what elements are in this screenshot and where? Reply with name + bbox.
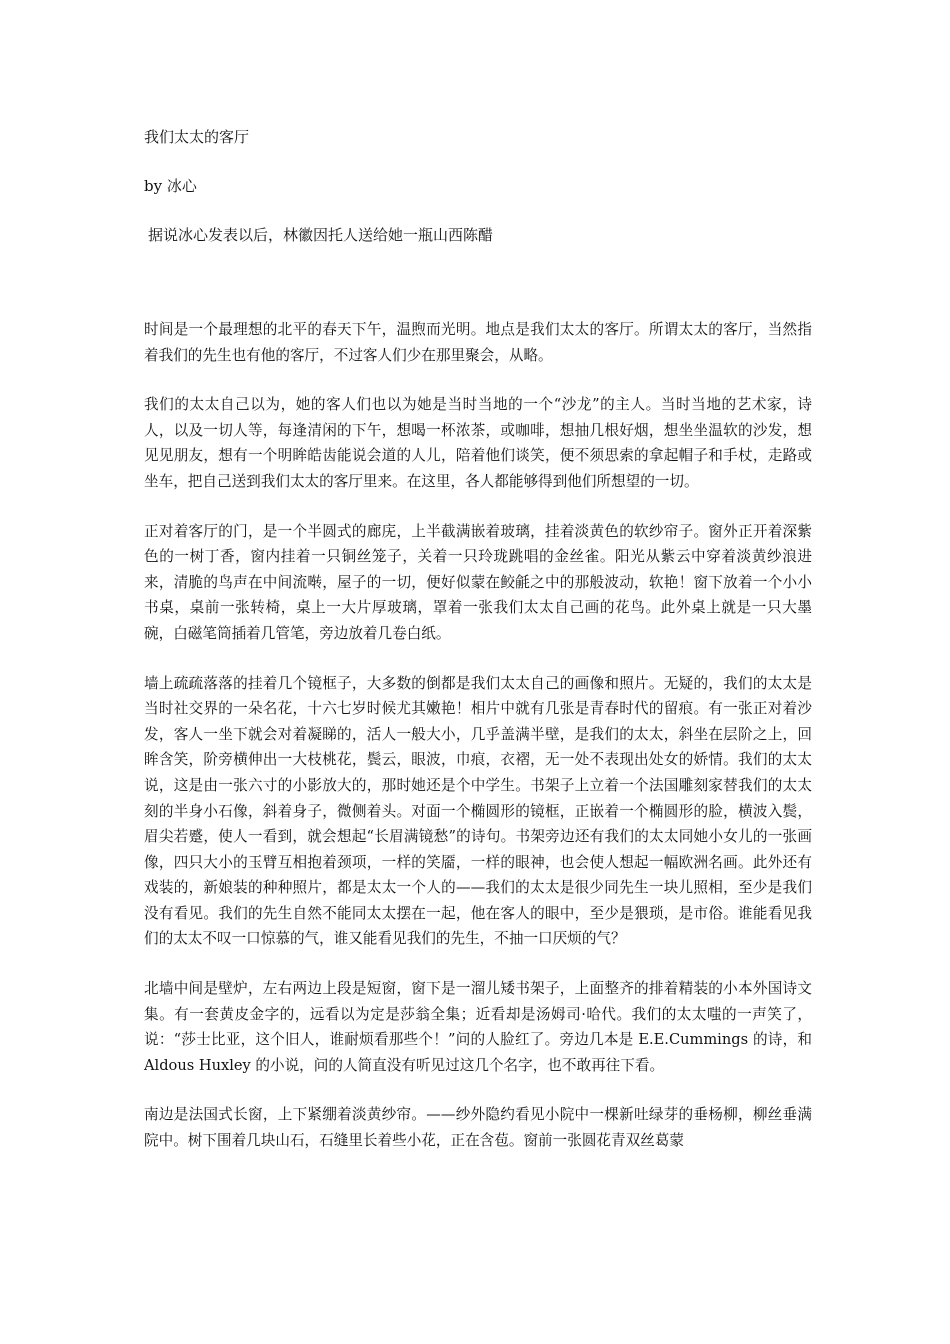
paragraph-2: 我们的太太自己以为，她的客人们也以为她是当时当地的一个“沙龙”的主人。当时当地的艺术家，诗人，以及一切人等，每逢清闲的下午，想喝一杯浓茶，或咖啡，想抽几根好烟，想坐坐温软的沙发，想见见朋友，想有一个明眸皓齿能说会道的人儿，陪着他们谈笑，便不须思索的拿起帽子和手杖，走路或坐车，把自己送到我们太太的客厅里来。在这里，各人都能够得到他们所想望的一切。	[144, 396, 812, 490]
author-byline: by 冰心	[144, 177, 197, 195]
paragraph-5: 北墙中间是壁炉，左右两边上段是短窗，窗下是一溜儿矮书架子，上面整齐的排着精装的小本外国诗文集。有一套黄皮金字的，远看以为定是莎翁全集；近看却是汤姆司·哈代。我们的太太嗤的一声笑了，说：“莎士比亚，这个旧人，谁耐烦看那些个！”问的人脸红了。旁边几本是 E.E.Cummings 的诗，和 Aldous Huxley 的小说，问的人简直没有听见过这几个名字，也不敢再往下看。	[144, 980, 812, 1074]
paragraph-4: 墙上疏疏落落的挂着几个镜框子，大多数的倒都是我们太太自己的画像和照片。无疑的，我们的太太是当时社交界的一朵名花，十六七岁时候尤其嫩艳！相片中就有几张是青春时代的留痕。有一张正对着沙发，客人一坐下就会对着凝睇的，活人一般大小，几乎盖满半壁，是我们的太太，斜坐在层阶之上，回眸含笑，阶旁横伸出一大枝桃花，鬓云，眼波，巾痕，衣褶，无一处不表现出处女的娇情。我们的太太说，这是由一张六寸的小影放大的，那时她还是个中学生。书架子上立着一个法国雕刻家替我们的太太刻的半身小石像，斜着身子，微侧着头。对面一个椭圆形的镜框，正嵌着一个椭圆形的脸，横波入鬓，眉尖若蹙，使人一看到，就会想起“长眉满镜愁”的诗句。书架旁边还有我们的太太同她小女儿的一张画像，四只大小的玉臂互相抱着颈项，一样的笑靥，一样的眼神，也会使人想起一幅欧洲名画。此外还有戏装的，新娘装的种种照片，都是太太一个人的——我们的太太是很少同先生一块儿照相，至少是我们没有看见。我们的先生自然不能同太太摆在一起，他在客人的眼中，至少是猥琐，是市俗。谁能看见我们的太太不叹一口惊慕的气，谁又能看见我们的先生，不抽一口厌烦的气？	[144, 674, 812, 948]
editor-note: 据说冰心发表以后，林徽因托人送给她一瓶山西陈醋	[148, 226, 494, 244]
paragraph-1: 时间是一个最理想的北平的春天下午，温煦而光明。地点是我们太太的客厅。所谓太太的客厅，当然指着我们的先生也有他的客厅，不过客人们少在那里聚会，从略。	[144, 321, 812, 364]
document-page	[144, 124, 812, 1178]
document-title: 我们太太的客厅	[144, 128, 250, 146]
body-text	[144, 317, 812, 1154]
paragraph-6: 南边是法国式长窗，上下紧绷着淡黄纱帘。——纱外隐约看见小院中一棵新吐绿芽的垂杨柳，柳丝垂满院中。树下围着几块山石，石缝里长着些小花，正在含苞。窗前一张圆花青双丝葛蒙	[144, 1106, 812, 1150]
paragraph-3: 正对着客厅的门，是一个半圆式的廊庑，上半截满嵌着玻璃，挂着淡黄色的软纱帘子。窗外正开着深紫色的一树丁香，窗内挂着一只铜丝笼子，关着一只玲珑跳唱的金丝雀。阳光从紫云中穿着淡黄纱浪进来，清脆的鸟声在中间流啭，屋子的一切，便好似蒙在鲛毹之中的那般波动，软艳！窗下放着一个小小书桌，桌前一张转椅，桌上一大片厚玻璃，罩着一张我们太太自己画的花鸟。此外桌上就是一只大墨碗，白磁笔筒插着几管笔，旁边放着几卷白纸。	[144, 522, 812, 642]
